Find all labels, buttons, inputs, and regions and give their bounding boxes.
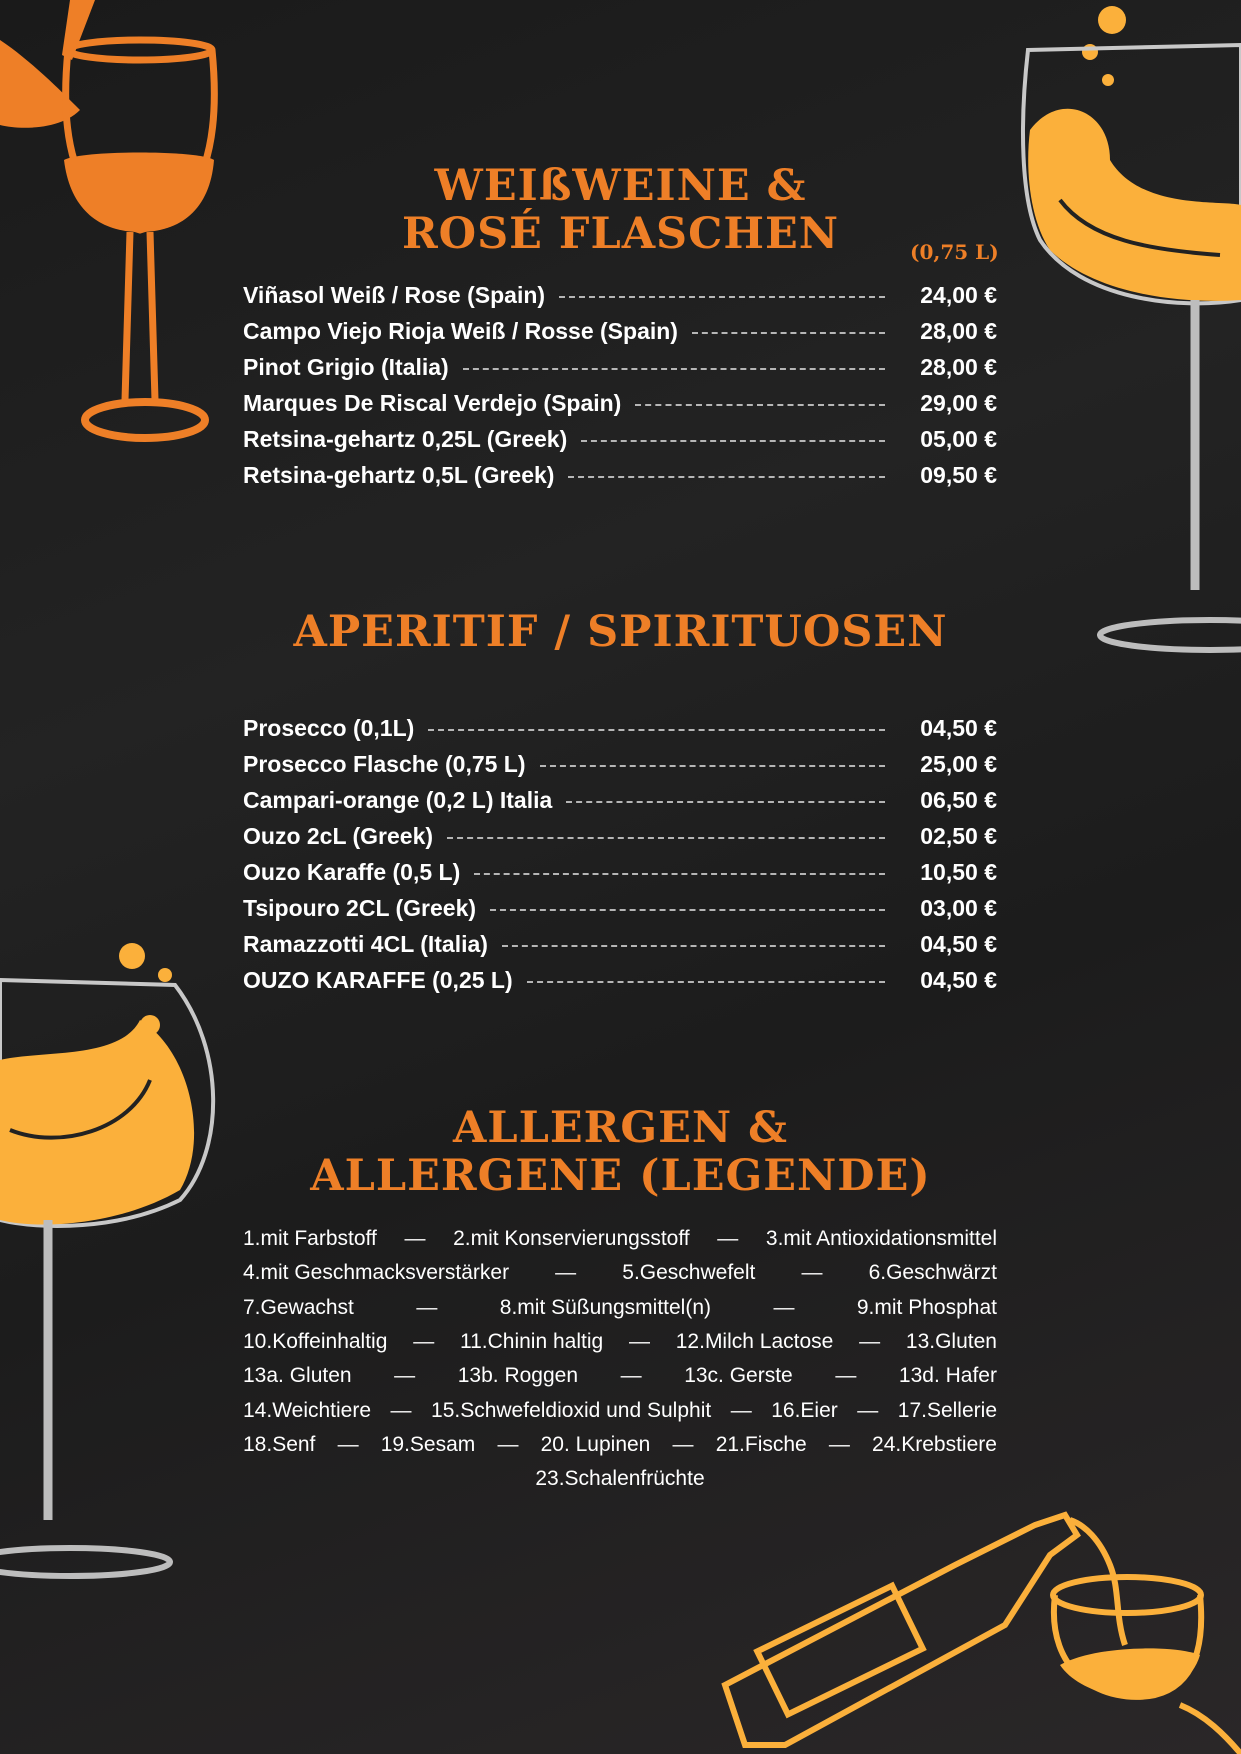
allergen-entry: 1.mit Farbstoff [243, 1227, 377, 1251]
bottle-volume-label: (0,75 L) [910, 240, 999, 264]
menu-item-name: Retsina-gehartz 0,5L (Greek) [243, 461, 555, 488]
allergen-line [243, 1393, 997, 1427]
menu-item [243, 854, 997, 890]
menu-list-wines [243, 277, 997, 493]
menu-item-price: 03,00 € [920, 894, 997, 921]
allergen-entry: 4.mit Geschmacksverstärker [243, 1261, 510, 1285]
splash-glass-icon [1020, 0, 1241, 660]
allergen-entry: 23.Schalenfrüchte [535, 1467, 705, 1491]
menu-item [243, 926, 997, 962]
separator-dash: — [628, 1330, 650, 1354]
menu-item-name: Viñasol Weiß / Rose (Spain) [243, 281, 546, 308]
menu-item-name: Tsipouro 2CL (Greek) [243, 894, 477, 921]
allergen-line [243, 1256, 997, 1290]
allergen-entry: 13c. Gerste [684, 1364, 793, 1388]
separator-dash: — [620, 1364, 642, 1388]
allergen-entry: 13.Gluten [905, 1330, 997, 1354]
menu-item-name: Campo Viejo Rioja Weiß / Rosse (Spain) [243, 317, 678, 344]
menu-item [243, 962, 997, 998]
menu-item-name: Ramazzotti 4CL (Italia) [243, 930, 488, 957]
dotted-leader [474, 873, 885, 875]
menu-item-name: Campari-orange (0,2 L) Italia [243, 786, 553, 813]
title-line: ALLERGEN & [453, 1103, 788, 1153]
allergen-entry: 6.Geschwärzt [868, 1261, 997, 1285]
allergen-entry: 9.mit Phosphat [856, 1295, 997, 1319]
allergen-legend [243, 1222, 997, 1496]
allergen-line [243, 1291, 997, 1325]
menu-item-name: Prosecco Flasche (0,75 L) [243, 750, 526, 777]
dotted-leader [581, 440, 885, 442]
dotted-leader [568, 476, 885, 478]
section-title-white-rose-wines [0, 162, 1241, 258]
menu-item-price: 06,50 € [920, 786, 997, 813]
allergen-entry: 10.Koffeinhaltig [243, 1330, 388, 1354]
menu-list-spirits [243, 710, 997, 998]
dotted-leader [540, 765, 885, 767]
menu-item-name: OUZO KARAFFE (0,25 L) [243, 966, 513, 993]
pouring-bottle-icon [705, 1495, 1241, 1754]
section-title-allergens [0, 1104, 1241, 1200]
title-line: ALLERGENE (LEGENDE) [310, 1151, 931, 1201]
menu-item-price: 04,50 € [920, 966, 997, 993]
allergen-entry: 14.Weichtiere [243, 1398, 372, 1422]
separator-dash: — [857, 1398, 879, 1422]
menu-item-price: 05,00 € [920, 425, 997, 452]
separator-dash: — [801, 1261, 823, 1285]
allergen-entry: 12.Milch Lactose [675, 1330, 834, 1354]
allergen-entry: 8.mit Süßungsmittel(n) [499, 1295, 711, 1319]
menu-item-price: 09,50 € [920, 461, 997, 488]
menu-item-name: Retsina-gehartz 0,25L (Greek) [243, 425, 568, 452]
menu-item-price: 29,00 € [920, 389, 997, 416]
separator-dash: — [773, 1295, 795, 1319]
menu-item [243, 385, 997, 421]
dotted-leader [566, 801, 885, 803]
dotted-leader [463, 368, 885, 370]
dotted-leader [559, 296, 885, 298]
menu-item-name: Ouzo 2cL (Greek) [243, 822, 434, 849]
menu-item-price: 04,50 € [920, 714, 997, 741]
allergen-entry: 15.Schwefeldioxid und Sulphit [431, 1398, 712, 1422]
menu-item [243, 421, 997, 457]
menu-item-name: Pinot Grigio (Italia) [243, 353, 449, 380]
separator-dash: — [672, 1432, 694, 1456]
allergen-entry: 19.Sesam [380, 1432, 476, 1456]
allergen-entry: 18.Senf [243, 1432, 316, 1456]
separator-dash: — [835, 1364, 857, 1388]
menu-item [243, 349, 997, 385]
title-line: ROSÉ FLASCHEN [401, 209, 840, 259]
menu-item-price: 24,00 € [920, 281, 997, 308]
menu-item-price: 10,50 € [920, 858, 997, 885]
separator-dash: — [828, 1432, 850, 1456]
allergen-entry: 13b. Roggen [457, 1364, 579, 1388]
separator-dash: — [717, 1227, 739, 1251]
dotted-leader [635, 404, 885, 406]
menu-item [243, 746, 997, 782]
separator-dash: — [730, 1398, 752, 1422]
menu-item [243, 782, 997, 818]
splash-glass-icon [0, 930, 230, 1590]
allergen-line [243, 1325, 997, 1359]
allergen-line [243, 1222, 997, 1256]
allergen-entry: 16.Eier [771, 1398, 838, 1422]
allergen-entry: 24.Krebstiere [872, 1432, 997, 1456]
allergen-entry: 2.mit Konservierungsstoff [453, 1227, 690, 1251]
menu-item-name: Ouzo Karaffe (0,5 L) [243, 858, 461, 885]
allergen-entry: 13a. Gluten [243, 1364, 352, 1388]
menu-item [243, 277, 997, 313]
separator-dash: — [497, 1432, 519, 1456]
separator-dash: — [390, 1398, 412, 1422]
dotted-leader [502, 945, 885, 947]
allergen-entry: 20. Lupinen [540, 1432, 651, 1456]
allergen-entry: 11.Chinin haltig [459, 1330, 604, 1354]
separator-dash: — [337, 1432, 359, 1456]
menu-item [243, 457, 997, 493]
allergen-entry: 13d. Hafer [898, 1364, 997, 1388]
allergen-entry: 3.mit Antioxidationsmittel [765, 1227, 997, 1251]
allergen-entry: 7.Gewachst [243, 1295, 354, 1319]
menu-item-price: 25,00 € [920, 750, 997, 777]
separator-dash: — [555, 1261, 577, 1285]
allergen-entry: 17.Sellerie [897, 1398, 997, 1422]
allergen-line [243, 1359, 997, 1393]
menu-item-price: 04,50 € [920, 930, 997, 957]
menu-item-price: 02,50 € [920, 822, 997, 849]
allergen-line [243, 1428, 997, 1462]
separator-dash: — [413, 1330, 435, 1354]
separator-dash: — [394, 1364, 416, 1388]
allergen-entry: 21.Fische [715, 1432, 807, 1456]
allergen-entry: 5.Geschwefelt [622, 1261, 756, 1285]
menu-item-name: Marques De Riscal Verdejo (Spain) [243, 389, 622, 416]
dotted-leader [428, 729, 885, 731]
dotted-leader [490, 909, 885, 911]
dotted-leader [447, 837, 885, 839]
menu-item-price: 28,00 € [920, 317, 997, 344]
title-line: WEIßWEINE & [434, 161, 807, 211]
section-title-aperitif-spirits: APERITIF / SPIRITUOSEN [293, 607, 948, 657]
dotted-leader [527, 981, 885, 983]
menu-item [243, 890, 997, 926]
separator-dash: — [404, 1227, 426, 1251]
separator-dash: — [859, 1330, 881, 1354]
allergen-line [243, 1462, 997, 1496]
dotted-leader [692, 332, 885, 334]
menu-item-price: 28,00 € [920, 353, 997, 380]
menu-item [243, 710, 997, 746]
menu-item [243, 313, 997, 349]
menu-item [243, 818, 997, 854]
menu-item-name: Prosecco (0,1L) [243, 714, 415, 741]
separator-dash: — [416, 1295, 438, 1319]
